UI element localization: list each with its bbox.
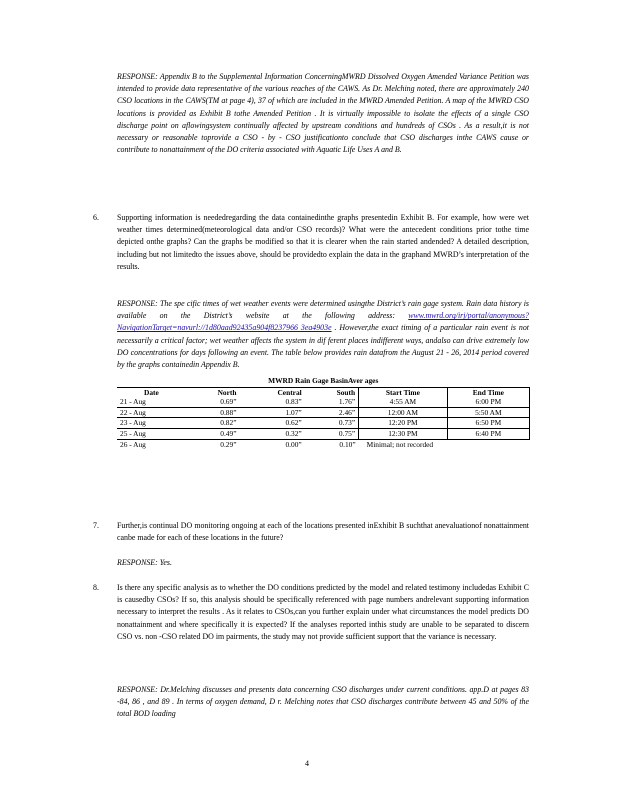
cell-start: Minimal; not recorded [366,439,434,449]
cell-start: 12:20 PM [359,418,448,429]
cell-date: 25 - Aug [117,428,186,439]
table-row [117,439,530,449]
response-appendix-b: RESPONSE: Appendix B to the Supplemental Information ConcerningMWRD Dissolved Oxygen Amended Variance Petition was intended to provide data representative of the various reaches of the CAWS. As Dr. Melching noted, there are approximately 240 CSO locations in the CAWS(TM at page 4), 37 of which are included in the MWRD Amended Petition. A map of the MWRD CSO locations is provided as Exhibit B tothe Amended Petition . It is virtually impossible to isolate the effects of a single CSO discharge point on aflowingsystem continually affected by upstream conditions and hundreds of CSOs . As a result,it is not necessary or reasonable toprovide a CSO - by - CSO justificationto conclude that CSO discharges inthe CAWS cause or contribute to nonattainment of the DO criteria associated with Aquatic Life Uses A and B. [117,72,529,155]
cell-end: 6:40 PM [447,428,529,439]
col-central: Central [277,387,302,397]
page-number: 4 [305,759,309,768]
cell-date: 23 - Aug [117,418,186,429]
response-7: RESPONSE: Yes. [117,558,172,567]
response-6-part-a: RESPONSE: The spe cific times of wet weather events were determined usingthe District’s rain gage system. Rain data history is available on the District’s website at the following address: [117,299,529,321]
cell-central: 0.00” [285,439,302,449]
cell-start: 4:55 AM [359,397,448,407]
question-6-text: Supporting information is neededregarding the data containedinthe graphs presentedin Exhibit B. For example, how were wet weather times determined(meteorological data and/or CSO records)? What were the antecedent conditions prior tothe time depicted onthe graphs? Can the graphs be modified so that it is clearer when the rain started andended? A detailed description, including but not limitedto the issues above, should be providedto explain the data in the graphand MWRD’s interpretation of the results. [117,213,529,271]
cell-end: 6:00 PM [447,397,529,407]
cell-north: 0.29” [220,439,237,449]
col-start-time: Start Time [359,387,448,397]
question-7-number: 7. [93,521,99,530]
cell-south: 0.10” [339,439,356,449]
question-8-text: Is there any specific analysis as to whether the DO conditions predicted by the model and related testimony includedas Exhibit C is causedby CSOs? If so, this analysis should be specifically referenced with page numbers andrelevant supporting information necessary to interpret the results . As it relates to CSOs,can you further explain under what circumstances the model predicts DO nonattainment and where specifically it is expected? If the analyses reported inthis study are unable to be separated to discern CSO vs. non -CSO related DO im pairments, the study may not provide sufficient support that the variance is necessary. [117,583,529,641]
cell-date: 22 - Aug [117,407,186,418]
cell-central: 1.07” [239,407,304,418]
cell-north: 0.88” [186,407,240,418]
rain-data-link[interactable]: www.mwrd.org/irj/portal/anonymous?NavigationTarget=navurl://1d80aad92435a904f8237966 3ea4903e [117,311,529,333]
col-south: South [336,387,356,397]
response-8: RESPONSE: Dr.Melching discusses and presents data concerning CSO discharges under current conditions. app.D at pages 83 -84, 86 , and 89 . In terms of oxygen demand, D r. Melching notes that CSO discharges contribute between 45 and 50% of the total BOD loading [117,685,529,719]
cell-central: 0.32” [239,428,304,439]
response-6 [117,298,529,371]
cell-north: 0.69” [220,397,237,407]
table-row [117,418,530,429]
rain-table-title: MWRD Rain Gage BasinAver ages [117,376,530,387]
cell-start: 12:00 AM [359,407,448,418]
cell-date: 26 - Aug [120,439,146,449]
cell-south: 2.46” [305,407,359,418]
cell-date: 21 - Aug [120,397,146,407]
rain-gage-table [117,376,530,449]
cell-north: 0.82” [186,418,240,429]
question-8-number: 8. [93,583,99,592]
cell-central: 0.83” [285,397,302,407]
cell-end: 6:50 PM [447,418,529,429]
question-7-text: Further,is continual DO monitoring ongoing at each of the locations presented inExhibit B suchthat anevaluationof nonattainment canbe made for each of these locations in the future? [117,521,529,543]
question-6-number: 6. [93,213,99,222]
table-row [117,428,530,439]
col-north: North [217,387,237,397]
table-row [117,407,530,418]
cell-central: 0.62” [239,418,304,429]
cell-south: 0.75” [305,428,359,439]
cell-south: 0.73” [305,418,359,429]
response-6-part-b: . However,the exact timing of a particular rain event is not necessarily a critical factor; wet weather affects the system in dif ferent places indifferent ways, andalso can drive extremely low DO concentrations for days following an event. The table below provides rain datafrom the August 21 - 26, 2014 period covered by the graphs containedin Appendix B. [117,323,529,370]
col-end-time: End Time [447,387,529,397]
cell-south: 1.76” [338,397,356,407]
cell-end: 5:50 AM [447,407,529,418]
cell-start: 12:30 PM [359,428,448,439]
cell-north: 0.49” [186,428,240,439]
table-row [117,397,530,407]
col-date: Date [144,387,159,397]
